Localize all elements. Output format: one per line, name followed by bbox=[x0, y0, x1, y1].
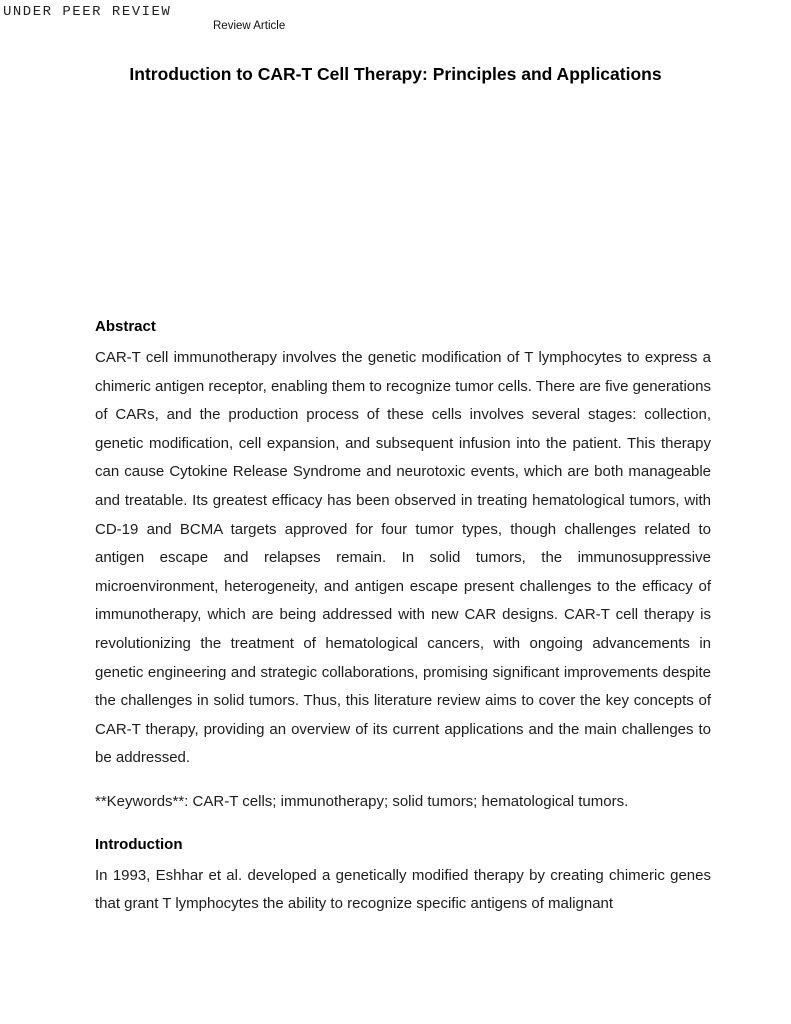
peer-review-watermark: UNDER PEER REVIEW bbox=[3, 4, 172, 20]
abstract-paragraph: CAR-T cell immunotherapy involves the genetic modification of T lymphocytes to express a chimeric antigen receptor, enabling them to recognize tumor cells. There are five generations of CARs, and the production process of these cells involves several stages: collection, genetic modification, cell expansion, and subsequent infusion into the patient. This therapy can cause Cytokine Release Syndrome and neurotoxic events, which are both manageable and treatable. Its greatest efficacy has been observed in treating hematological tumors, with CD-19 and BCMA targets approved for four tumor types, though challenges related to antigen escape and relapses remain. In solid tumors, the immunosuppressive microenvironment, heterogeneity, and antigen escape present challenges to the efficacy of immunotherapy, which are being addressed with new CAR designs. CAR-T cell therapy is revolutionizing the treatment of hematological cancers, with ongoing advancements in genetic engineering and strategic collaborations, promising significant improvements despite the challenges in solid tumors. Thus, this literature review aims to cover the key concepts of CAR-T therapy, providing an overview of its current applications and the main challenges to be addressed. bbox=[95, 349, 711, 767]
introduction-section bbox=[95, 836, 711, 919]
article-type-label: Review Article bbox=[213, 20, 286, 32]
page-body bbox=[95, 318, 711, 919]
keywords-line: **Keywords**: CAR-T cells; immunotherapy; solid tumors; hematological tumors. bbox=[95, 792, 629, 810]
abstract-heading: Abstract bbox=[95, 318, 156, 335]
introduction-heading: Introduction bbox=[95, 835, 183, 853]
paper-title: Introduction to CAR-T Cell Therapy: Principles and Applications bbox=[129, 63, 662, 84]
introduction-paragraph: In 1993, Eshhar et al. developed a genetically modified therapy by creating chimeric genes that grant T lymphocytes the ability to recognize specific antigens of malignant bbox=[95, 866, 711, 913]
